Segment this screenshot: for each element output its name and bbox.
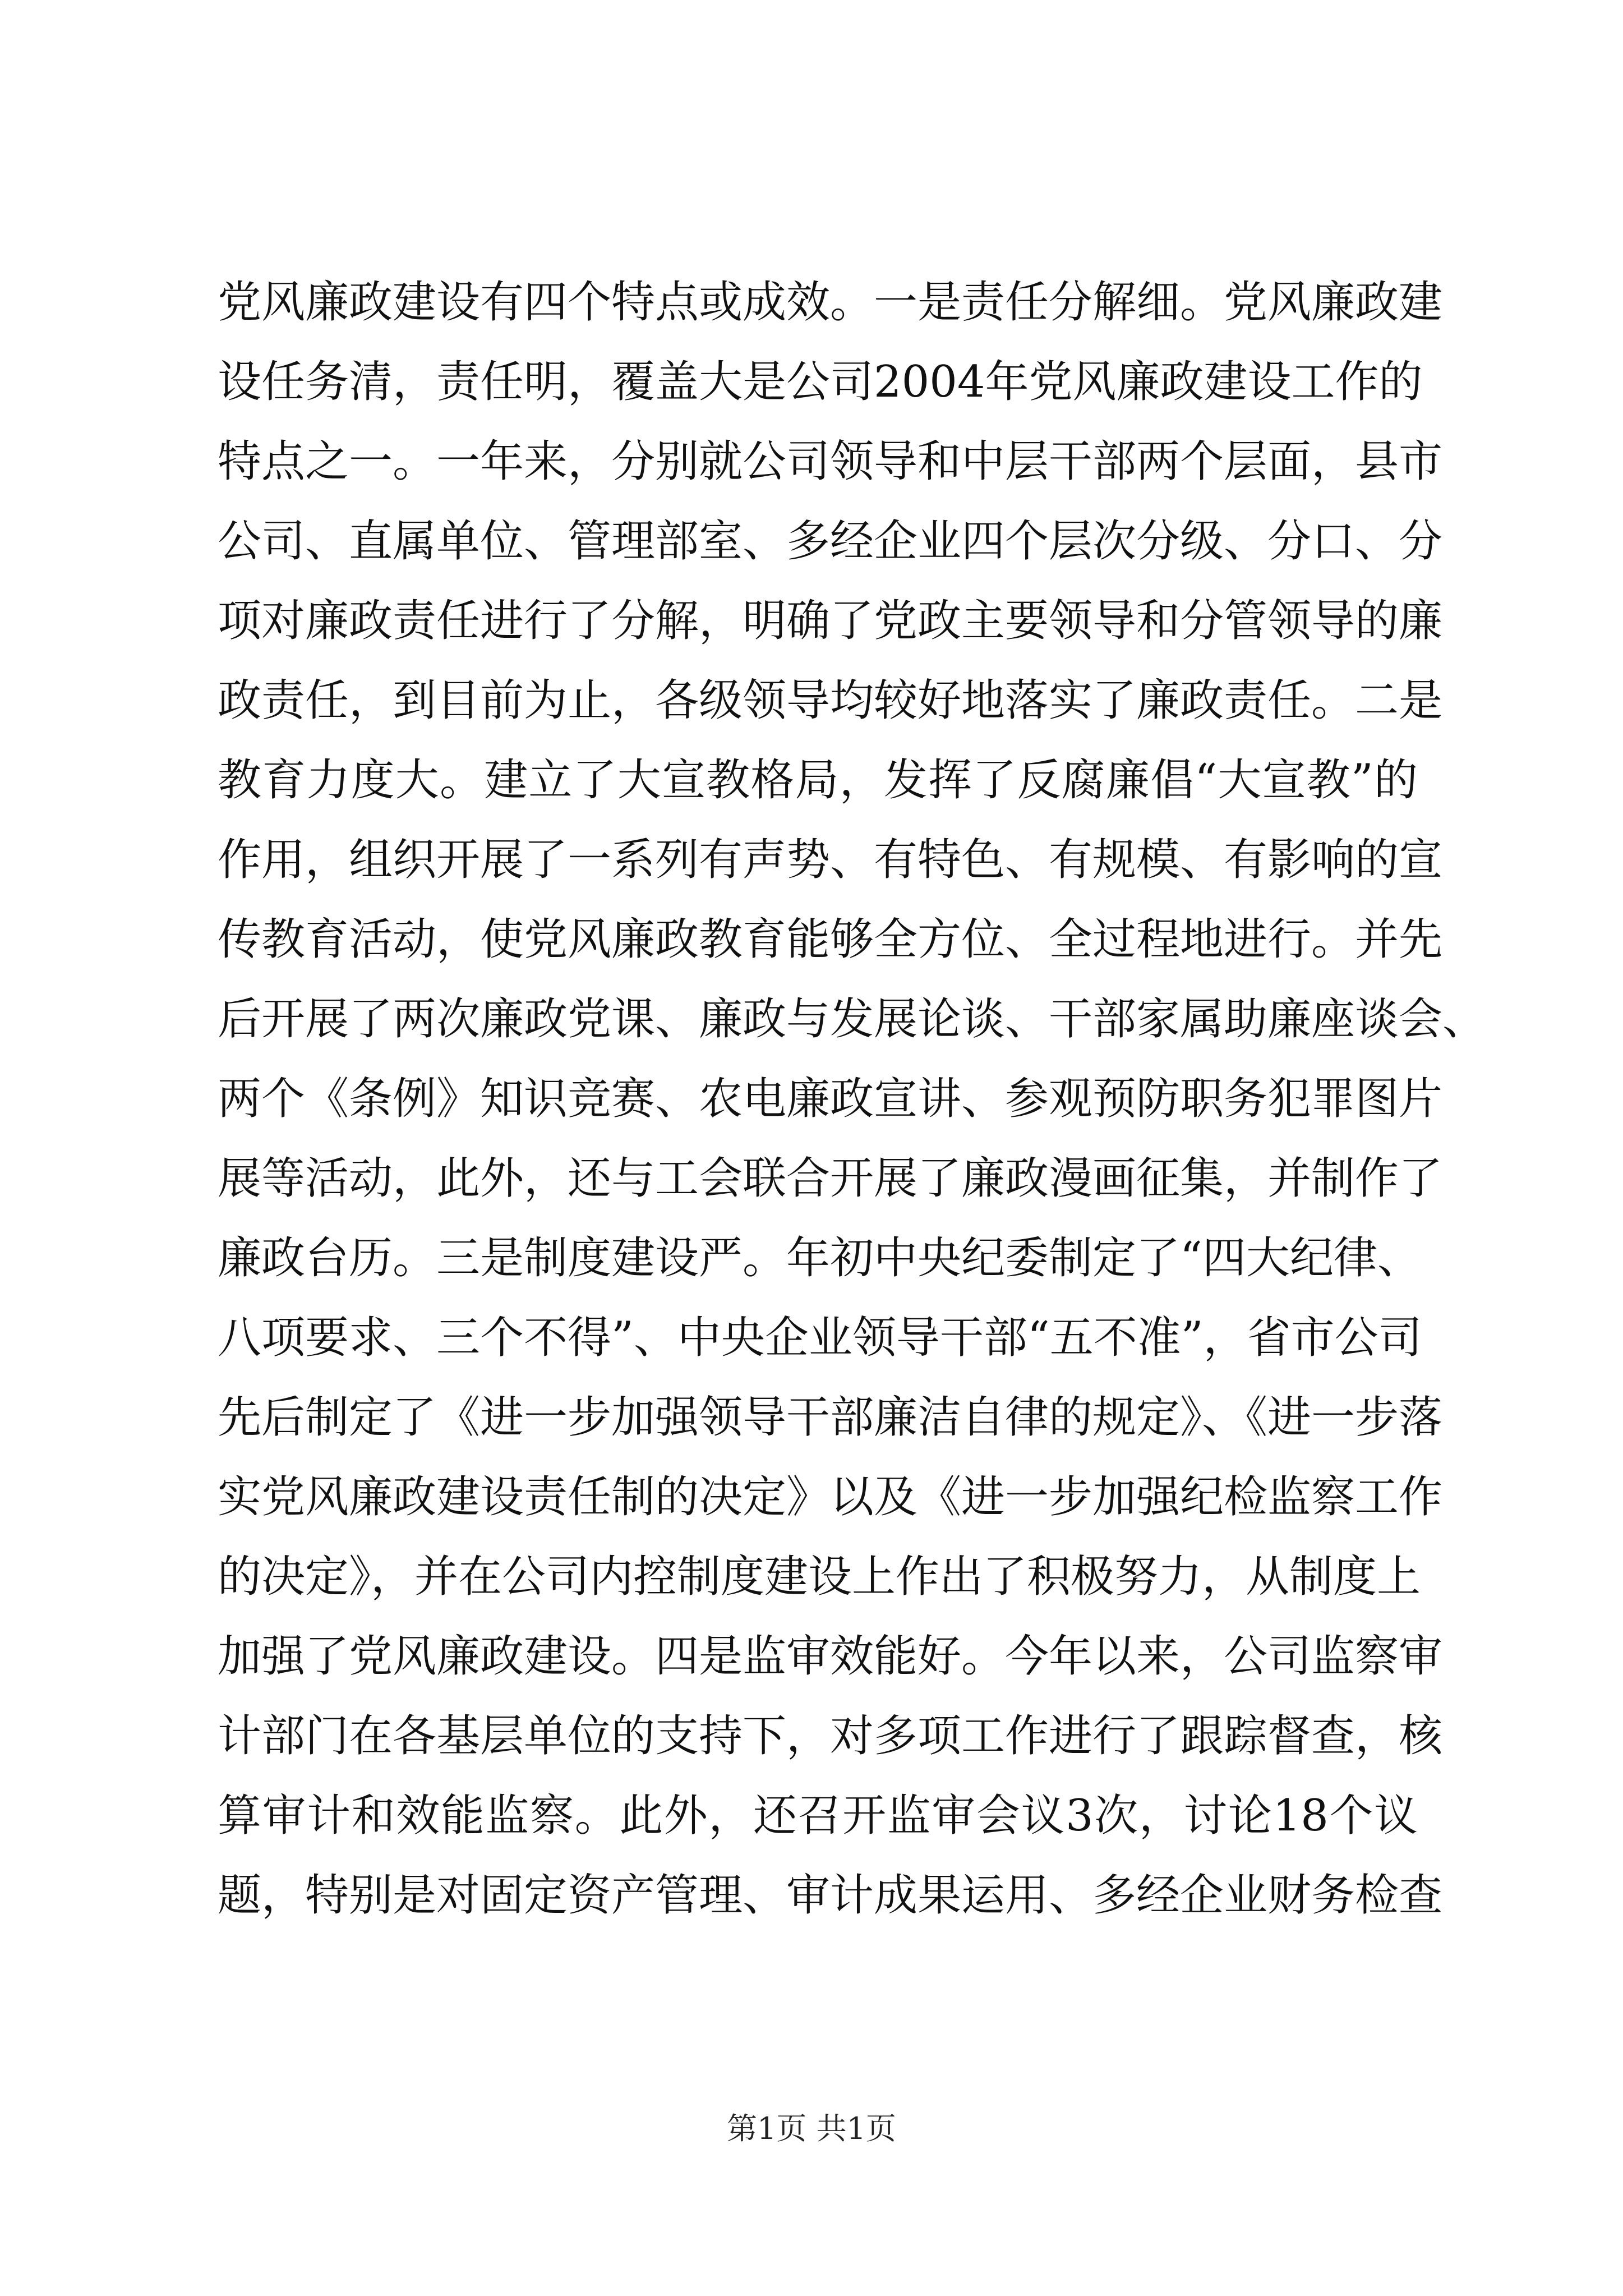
text-line: 教育力度大。建立了大宣教格局，发挥了反腐廉倡“大宣教”的 <box>218 755 1418 806</box>
text-line: 展等活动，此外，还与工会联合开展了廉政漫画征集，并制作了 <box>218 1153 1443 1204</box>
text-line: 计部门在各基层单位的支持下，对多项工作进行了跟踪督查，核 <box>218 1711 1443 1761</box>
text-line: 两个《条例》知识竞赛、农电廉政宣讲、参观预防职务犯罪图片 <box>218 1074 1443 1124</box>
text-line: 的决定》，并在公司内控制度建设上作出了积极努力，从制度上 <box>218 1552 1421 1602</box>
text-line: 八项要求、三个不得”、中央企业领导干部“五不准”，省市公司 <box>218 1313 1422 1363</box>
text-line: 廉政台历。三是制度建设严。年初中央纪委制定了“四大纪律、 <box>218 1233 1421 1283</box>
text-line: 先后制定了《进一步加强领导干部廉洁自律的规定》、《进一步落 <box>218 1392 1443 1443</box>
text-line: 特点之一。一年来，分别就公司领导和中层干部两个层面，县市 <box>218 436 1443 487</box>
body-paragraph <box>218 263 1487 1935</box>
text-line: 设任务清，责任明，覆盖大是公司2004年党风廉政建设工作的 <box>218 357 1423 407</box>
text-line: 公司、直属单位、管理部室、多经企业四个层次分级、分口、分 <box>218 516 1443 567</box>
text-line: 实党风廉政建设责任制的决定》以及《进一步加强纪检监察工作 <box>218 1472 1443 1522</box>
text-line: 党风廉政建设有四个特点或成效。一是责任分解细。党风廉政建 <box>218 277 1443 328</box>
text-line: 算审计和效能监察。此外，还召开监审会议3次，讨论18个议 <box>218 1791 1418 1841</box>
text-line: 题，特别是对固定资产管理、审计成果运用、多经企业财务检查 <box>218 1870 1443 1921</box>
text-line: 作用，组织开展了一系列有声势、有特色、有规模、有影响的宣 <box>218 835 1443 885</box>
text-line: 政责任，到目前为止，各级领导均较好地落实了廉政责任。二是 <box>218 675 1443 726</box>
page-number-footer: 第1页 共1页 <box>727 2111 896 2146</box>
text-line: 传教育活动，使党风廉政教育能够全方位、全过程地进行。并先 <box>218 914 1443 965</box>
text-line: 项对廉政责任进行了分解，明确了党政主要领导和分管领导的廉 <box>218 596 1443 646</box>
text-line: 加强了党风廉政建设。四是监审效能好。今年以来，公司监察审 <box>218 1631 1443 1682</box>
text-line: 后开展了两次廉政党课、廉政与发展论谈、干部家属助廉座谈会、 <box>218 994 1487 1045</box>
